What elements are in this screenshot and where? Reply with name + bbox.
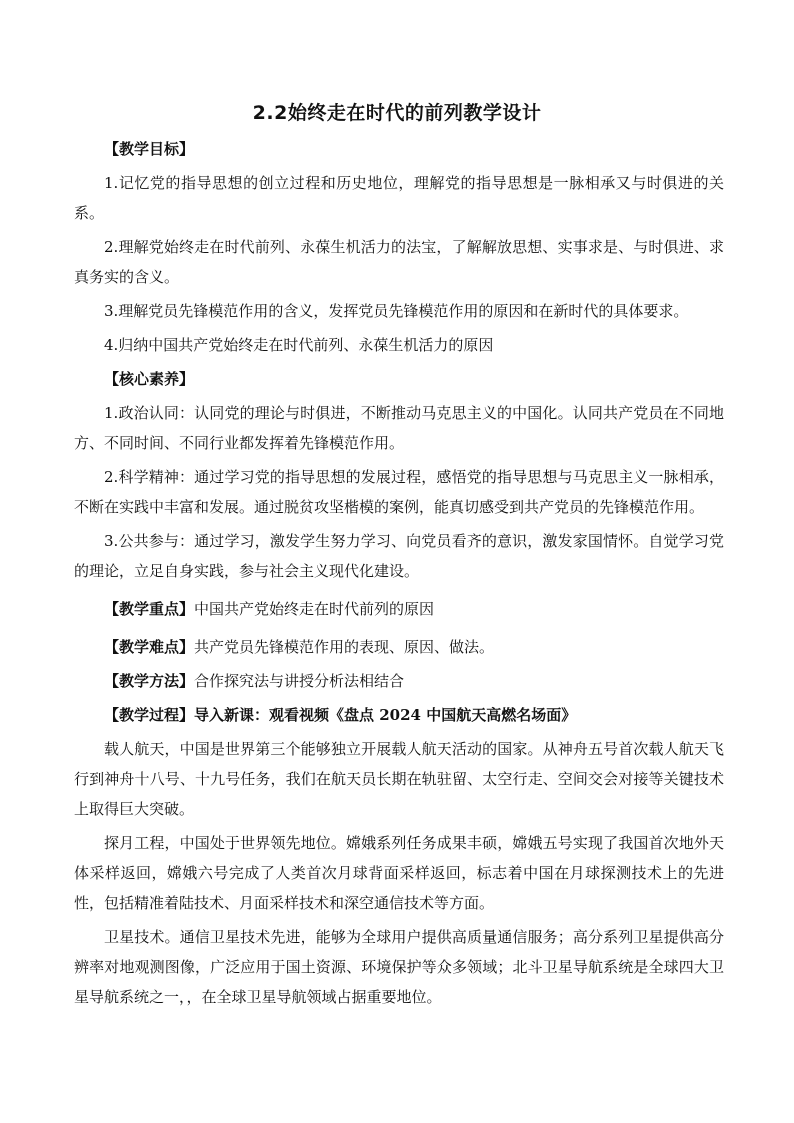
section-heading-literacy: 【核心素养】 xyxy=(104,370,195,388)
process-paragraph: 卫星技术。通信卫星技术先进，能够为全球用户提供高质量通信服务；高分系列卫星提供高分辨率对地观测图像，广泛应用于国土资源、环境保护等众多领域；北斗卫星导航系统是全球四大卫星导航系统之一，，在全球卫星导航领域占据重要地位。 xyxy=(74,928,724,1006)
literacy-item: 3.公共参与：通过学习，激发学生努力学习、向党员看齐的意识，激发家国情怀。自觉学习党的理论，立足自身实践，参与社会主义现代化建设。 xyxy=(74,532,724,580)
key-point-line xyxy=(74,594,724,624)
process-label: 【教学过程】 xyxy=(104,706,195,724)
process-intro: 导入新课：观看视频《盘点 2024 中国航天高燃名场面》 xyxy=(194,706,577,724)
section-heading-goals: 【教学目标】 xyxy=(104,140,195,158)
process-line xyxy=(74,700,724,730)
goal-item: 1.记忆党的指导思想的创立过程和历史地位，理解党的指导思想是一脉相承又与时俱进的关系。 xyxy=(74,174,724,222)
difficulty-text: 共产党员先锋模范作用的表现、原因、做法。 xyxy=(194,638,495,656)
literacy-item: 2.科学精神：通过学习党的指导思想的发展过程，感悟党的指导思想与马克思主义一脉相承，不断在实践中丰富和发展。通过脱贫攻坚楷模的案例，能真切感受到共产党员的先锋模范作用。 xyxy=(74,468,724,516)
process-paragraph: 探月工程，中国处于世界领先地位。嫦娥系列任务成果丰硕，嫦娥五号实现了我国首次地外天体采样返回，嫦娥六号完成了人类首次月球背面采样返回，标志着中国在月球探测技术上的先进性，包括精准着陆技术、月面采样技术和深空通信技术等方面。 xyxy=(74,834,724,912)
literacy-item: 1.政治认同：认同党的理论与时俱进，不断推动马克思主义的中国化。认同共产党员在不同地方、不同时间、不同行业都发挥着先锋模范作用。 xyxy=(74,404,724,452)
method-line xyxy=(74,666,724,696)
goal-item: 2.理解党始终走在时代前列、永葆生机活力的法宝，了解解放思想、实事求是、与时俱进、求真务实的含义。 xyxy=(74,238,724,286)
goal-item: 3.理解党员先锋模范作用的含义，发挥党员先锋模范作用的原因和在新时代的具体要求。 xyxy=(104,302,689,320)
goal-item: 4.归纳中国共产党始终走在时代前列、永葆生机活力的原因 xyxy=(104,336,494,354)
difficulty-line xyxy=(74,632,724,662)
document-title: 2.2始终走在时代的前列教学设计 xyxy=(252,102,542,124)
difficulty-label: 【教学难点】 xyxy=(104,638,195,656)
method-label: 【教学方法】 xyxy=(104,672,195,690)
method-text: 合作探究法与讲授分析法相结合 xyxy=(194,672,405,690)
key-point-label: 【教学重点】 xyxy=(104,600,195,618)
process-paragraph: 载人航天，中国是世界第三个能够独立开展载人航天活动的国家。从神舟五号首次载人航天飞行到神舟十八号、十九号任务，我们在航天员长期在轨驻留、太空行走、空间交会对接等关键技术上取得巨大突破。 xyxy=(74,740,724,818)
key-point-text: 中国共产党始终走在时代前列的原因 xyxy=(194,600,435,618)
document-body xyxy=(74,134,724,1012)
